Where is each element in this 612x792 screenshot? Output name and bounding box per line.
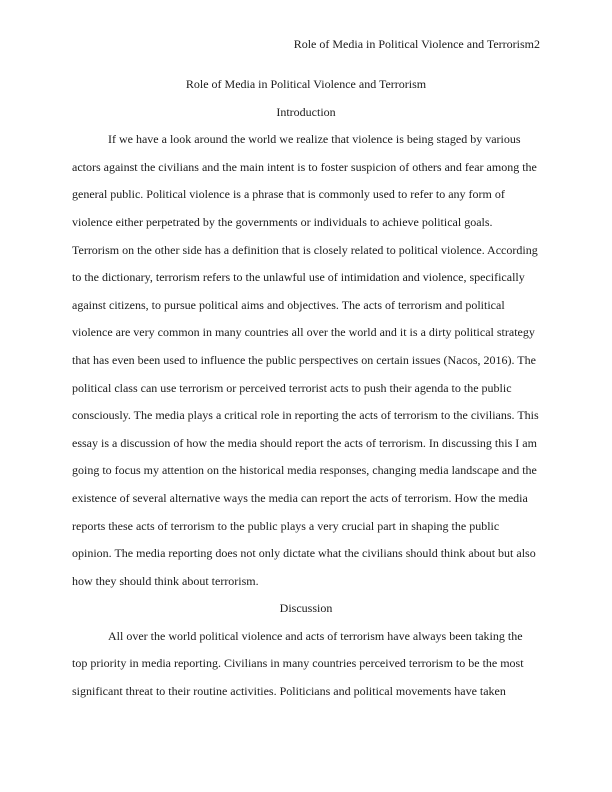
text-line: reports these acts of terrorism to the public plays a very crucial part in shaping the public [72, 518, 500, 533]
text-line: All over the world political violence and acts of terrorism have always been taking the [108, 628, 523, 643]
introduction-heading: Introduction [276, 104, 336, 119]
text-line: political class can use terrorism or perceived terrorist acts to push their agenda to the public [72, 380, 512, 395]
document-body [72, 71, 540, 706]
text-line: general public. Political violence is a phrase that is commonly used to refer to any form of [72, 187, 505, 202]
text-line: that has even been used to influence the public perspectives on certain issues (Nacos, 2016). The [72, 352, 536, 367]
text-line: Terrorism on the other side has a definition that is closely related to political violence. According [72, 242, 538, 257]
text-line: significant threat to their routine activities. Politicians and political movements have taken [72, 684, 506, 699]
discussion-paragraph [72, 623, 540, 706]
text-line: against citizens, to pursue political aims and objectives. The acts of terrorism and political [72, 297, 505, 312]
text-line: If we have a look around the world we realize that violence is being staged by various [108, 132, 521, 147]
introduction-paragraph [72, 126, 540, 595]
text-line: violence are very common in many countries all over the world and it is a dirty political strategy [72, 325, 535, 340]
text-line: to the dictionary, terrorism refers to the unlawful use of intimidation and violence, specifically [72, 270, 525, 285]
document-title: Role of Media in Political Violence and Terrorism [185, 77, 427, 91]
text-line: top priority in media reporting. Civilians in many countries perceived terrorism to be the most [72, 656, 524, 671]
text-line: how they should think about terrorism. [72, 573, 259, 588]
text-line: actors against the civilians and the main intent is to foster suspicion of others and fear among the [72, 159, 537, 174]
text-line: violence either perpetrated by the governments or individuals to achieve political goals. [72, 214, 493, 229]
text-line: consciously. The media plays a critical role in reporting the acts of terrorism to the civilians. This [72, 408, 539, 423]
discussion-heading: Discussion [279, 601, 333, 616]
text-line: essay is a discussion of how the media should report the acts of terrorism. In discussing this I am [72, 435, 537, 450]
text-line: opinion. The media reporting does not only dictate what the civilians should think about but also [72, 546, 536, 561]
text-line: existence of several alternative ways the media can report the acts of terrorism. How the media [72, 490, 528, 505]
running-head: Role of Media in Political Violence and Terrorism2 [293, 37, 540, 51]
text-line: going to focus my attention on the historical media responses, changing media landscape and the [72, 463, 537, 478]
